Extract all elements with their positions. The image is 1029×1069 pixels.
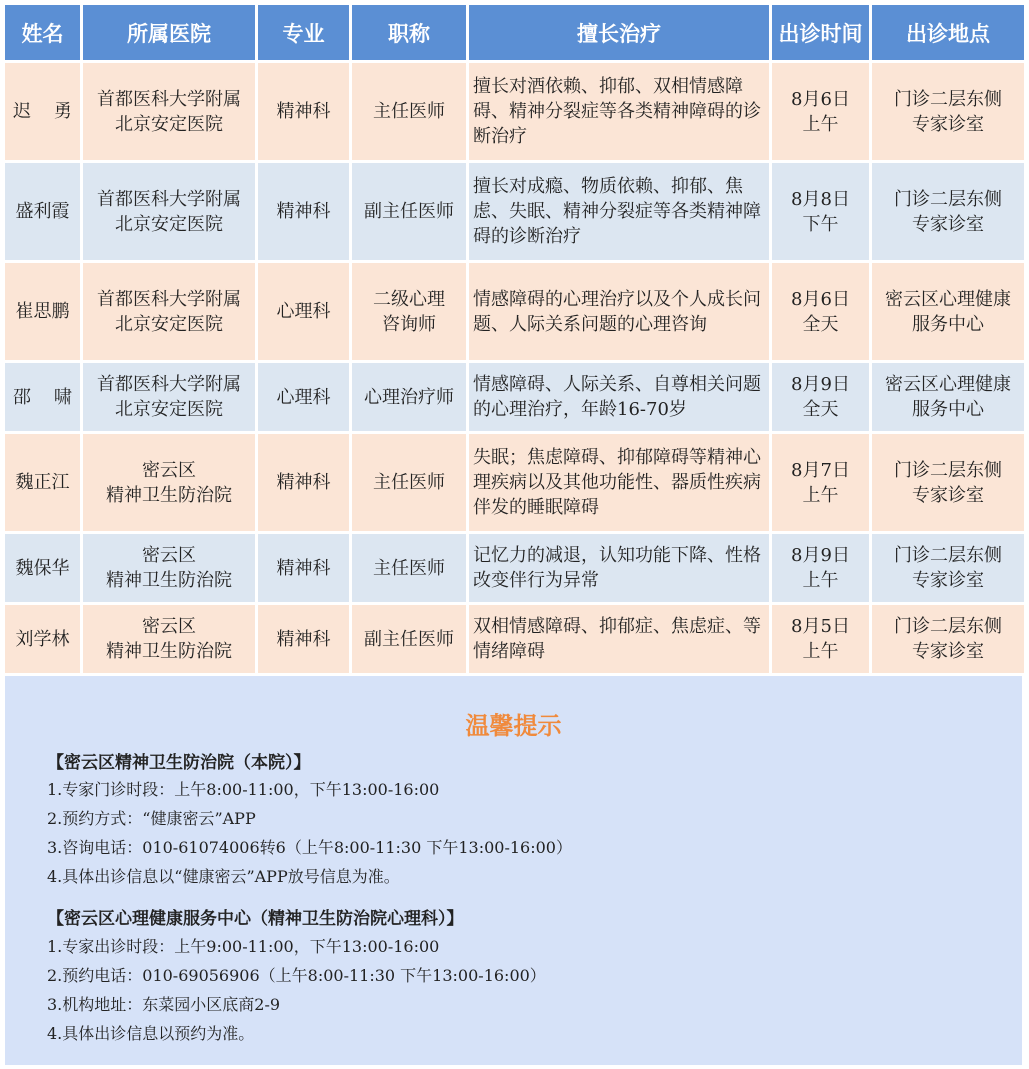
- doctor-major: 精神科: [258, 434, 349, 531]
- table-row: [5, 363, 1024, 431]
- doctor-specialty: 擅长对成瘾、物质依赖、抑郁、焦虑、失眠、精神分裂症等各类精神障碍的诊断治疗: [469, 163, 769, 260]
- section1-line: 4.具体出诊信息以“健康密云”APP放号信息为准。: [47, 867, 400, 886]
- doctor-name: 迟 勇: [5, 63, 80, 160]
- doctor-hospital: 首都医科大学附属 北京安定医院: [83, 363, 255, 431]
- header-name: 姓名: [5, 5, 80, 60]
- doctor-name: 魏保华: [5, 534, 80, 602]
- section1-line: 3.咨询电话：010-61074006转6（上午8:00-11:30 下午13:00-16:00）: [47, 838, 572, 857]
- doctor-name: 魏正江: [5, 434, 80, 531]
- doctor-name: 盛利霞: [5, 163, 80, 260]
- doctor-hospital: 密云区 精神卫生防治院: [83, 434, 255, 531]
- visit-location: 门诊二层东侧 专家诊室: [872, 434, 1024, 531]
- doctor-title: 主任医师: [352, 434, 466, 531]
- doctor-specialty: 擅长对酒依赖、抑郁、双相情感障碍、精神分裂症等各类精神障碍的诊断治疗: [469, 63, 769, 160]
- doctor-specialty: 双相情感障碍、抑郁症、焦虑症、等情绪障碍: [469, 605, 769, 673]
- doctor-major: 心理科: [258, 363, 349, 431]
- visit-location: 门诊二层东侧 专家诊室: [872, 534, 1024, 602]
- doctor-major: 精神科: [258, 63, 349, 160]
- doctor-specialty: 失眠；焦虑障碍、抑郁障碍等精神心理疾病以及其他功能性、器质性疾病伴发的睡眠障碍: [469, 434, 769, 531]
- visit-time: 8月6日 上午: [772, 63, 869, 160]
- header-specialty: 擅长治疗: [469, 5, 769, 60]
- header-hospital: 所属医院: [83, 5, 255, 60]
- header-title: 职称: [352, 5, 466, 60]
- visit-location: 门诊二层东侧 专家诊室: [872, 605, 1024, 673]
- notice-panel: [5, 676, 1022, 1065]
- table-row: [5, 163, 1024, 260]
- doctor-major: 精神科: [258, 605, 349, 673]
- table-row: [5, 605, 1024, 673]
- doctor-specialty: 记忆力的减退，认知功能下降、性格改变伴行为异常: [469, 534, 769, 602]
- section1-heading: 【密云区精神卫生防治院（本院）】: [47, 753, 311, 773]
- visit-time: 8月6日 全天: [772, 263, 869, 360]
- doctor-specialty: 情感障碍、人际关系、自尊相关问题的心理治疗，年龄16-70岁: [469, 363, 769, 431]
- doctor-major: 精神科: [258, 163, 349, 260]
- doctor-major: 精神科: [258, 534, 349, 602]
- doctor-title: 主任医师: [352, 534, 466, 602]
- visit-time: 8月9日 全天: [772, 363, 869, 431]
- notice-title: 温馨提示: [465, 712, 562, 740]
- doctor-major: 心理科: [258, 263, 349, 360]
- visit-time: 8月9日 上午: [772, 534, 869, 602]
- doctor-title: 副主任医师: [352, 605, 466, 673]
- doctor-hospital: 首都医科大学附属 北京安定医院: [83, 63, 255, 160]
- section1-line: 2.预约方式：“健康密云”APP: [47, 809, 256, 828]
- doctor-title: 二级心理 咨询师: [352, 263, 466, 360]
- doctor-hospital: 密云区 精神卫生防治院: [83, 534, 255, 602]
- doctor-hospital: 首都医科大学附属 北京安定医院: [83, 263, 255, 360]
- section2-line: 4.具体出诊信息以预约为准。: [47, 1024, 255, 1043]
- visit-time: 8月8日 下午: [772, 163, 869, 260]
- visit-time: 8月7日 上午: [772, 434, 869, 531]
- table-row: [5, 63, 1024, 160]
- doctor-name: 邵 啸: [5, 363, 80, 431]
- doctor-name: 刘学林: [5, 605, 80, 673]
- doctor-specialty: 情感障碍的心理治疗以及个人成长问题、人际关系问题的心理咨询: [469, 263, 769, 360]
- table-header-row: [5, 5, 1024, 60]
- doctor-hospital: 密云区 精神卫生防治院: [83, 605, 255, 673]
- section2-line: 2.预约电话：010-69056906（上午8:00-11:30 下午13:00-16:00）: [47, 966, 546, 985]
- doctor-title: 心理治疗师: [352, 363, 466, 431]
- section2-line: 3.机构地址：东菜园小区底商2-9: [47, 995, 281, 1014]
- doctor-title: 副主任医师: [352, 163, 466, 260]
- doctor-schedule-table: [2, 2, 1027, 676]
- visit-location: 门诊二层东侧 专家诊室: [872, 63, 1024, 160]
- section2-heading: 【密云区心理健康服务中心（精神卫生防治院心理科）】: [47, 909, 464, 929]
- header-major: 专业: [258, 5, 349, 60]
- visit-location: 密云区心理健康 服务中心: [872, 363, 1024, 431]
- visit-location: 密云区心理健康 服务中心: [872, 263, 1024, 360]
- visit-location: 门诊二层东侧 专家诊室: [872, 163, 1024, 260]
- section2-line: 1.专家出诊时段：上午9:00-11:00，下午13:00-16:00: [47, 937, 440, 956]
- doctor-name: 崔思鹏: [5, 263, 80, 360]
- doctor-title: 主任医师: [352, 63, 466, 160]
- table-row: [5, 434, 1024, 531]
- doctor-hospital: 首都医科大学附属 北京安定医院: [83, 163, 255, 260]
- table-row: [5, 263, 1024, 360]
- visit-time: 8月5日 上午: [772, 605, 869, 673]
- table-row: [5, 534, 1024, 602]
- header-time: 出诊时间: [772, 5, 869, 60]
- section1-line: 1.专家门诊时段：上午8:00-11:00，下午13:00-16:00: [47, 780, 440, 799]
- header-location: 出诊地点: [872, 5, 1024, 60]
